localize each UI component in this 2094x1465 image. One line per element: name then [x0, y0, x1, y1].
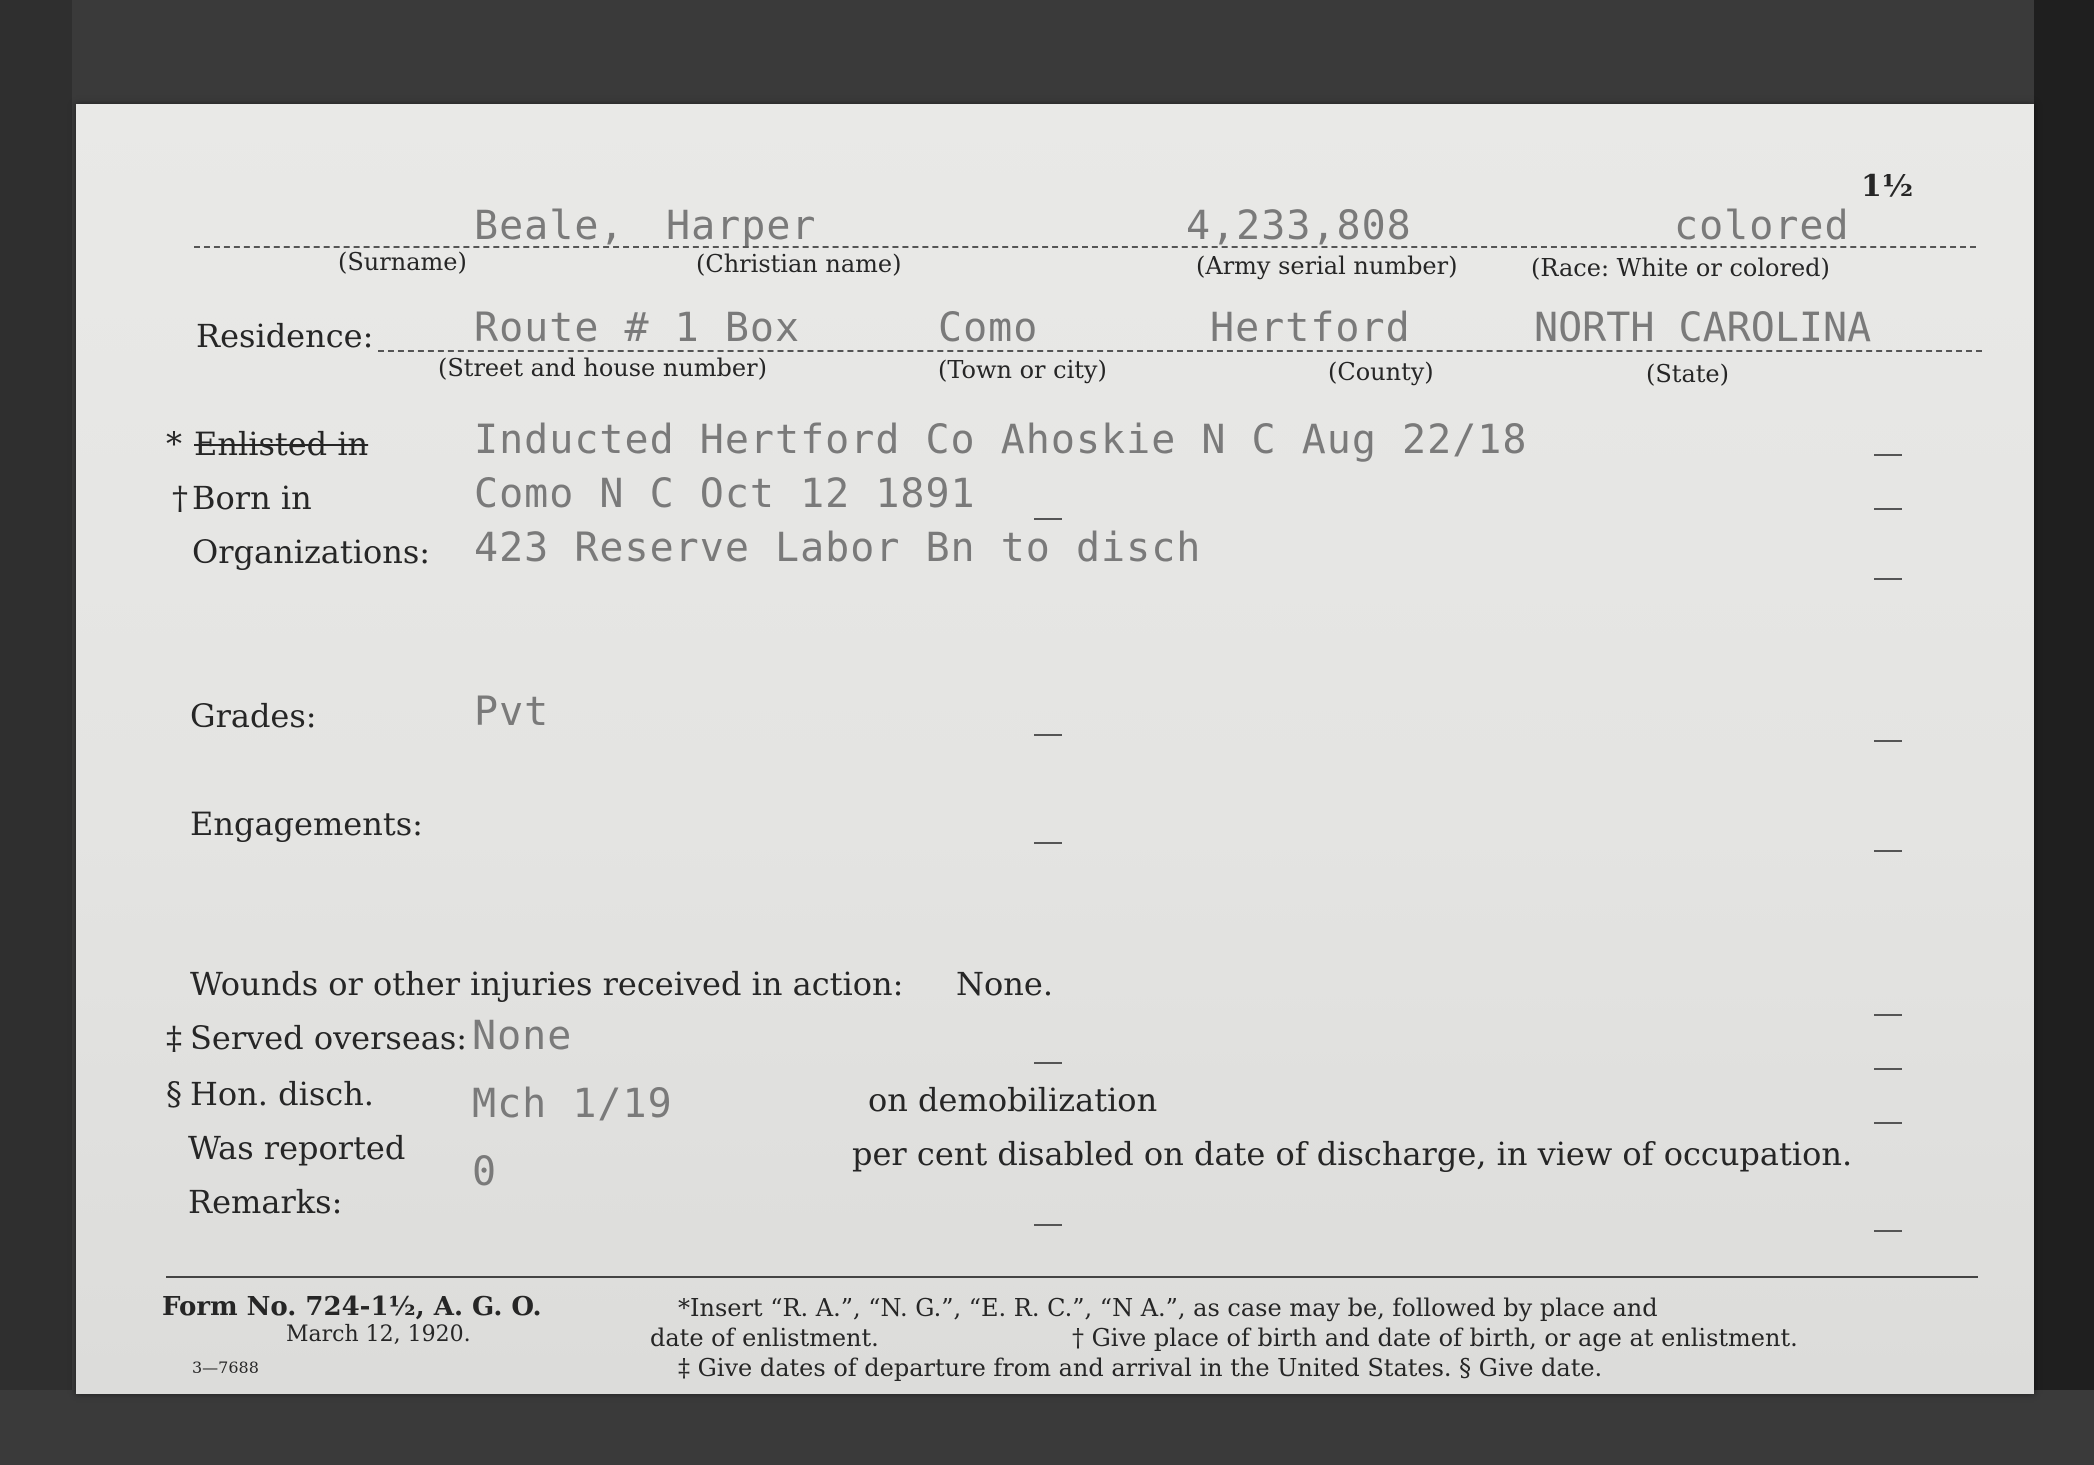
- remarks-tick: [1874, 1230, 1902, 1232]
- born-mark: †: [172, 479, 188, 517]
- hon-disch-mark: §: [166, 1075, 182, 1113]
- print-code: 3—7688: [192, 1358, 259, 1377]
- born-label: Born in: [192, 479, 312, 517]
- grades-value: Pvt: [474, 689, 550, 735]
- enlisted-mark: *: [166, 425, 182, 463]
- reported-value: 0: [472, 1149, 498, 1195]
- state-caption: (State): [1646, 360, 1729, 388]
- surname-value: Beale,: [474, 203, 625, 249]
- hon-disch-suffix: on demobilization: [868, 1081, 1158, 1119]
- scan-background-top: [0, 0, 2094, 105]
- grades-tick: [1874, 740, 1902, 742]
- street-value: Route # 1 Box: [474, 305, 801, 351]
- overseas-mark: ‡: [166, 1019, 182, 1057]
- born-value: Como N C Oct 12 1891: [474, 471, 976, 517]
- hon-disch-label: Hon. disch.: [190, 1075, 374, 1113]
- enlisted-label: Enlisted in: [194, 425, 369, 463]
- reported-label: Was reported: [188, 1129, 406, 1167]
- county-value: Hertford: [1210, 305, 1411, 351]
- christian-name-caption: (Christian name): [696, 250, 902, 278]
- footnote-enlisted: *Insert “R. A.”, “N. G.”, “E. R. C.”, “N A.”, as case may be, followed by place and: [678, 1294, 1658, 1322]
- residence-line: [378, 350, 1982, 352]
- street-caption: (Street and house number): [438, 354, 767, 382]
- remarks-tick-mid: [1034, 1224, 1062, 1226]
- form-date: March 12, 1920.: [286, 1322, 471, 1347]
- organizations-tick: [1874, 578, 1902, 580]
- wounds-value: None.: [956, 965, 1053, 1003]
- serial-number-caption: (Army serial number): [1196, 252, 1458, 280]
- hon-disch-value: Mch 1/19: [472, 1081, 673, 1127]
- overseas-tick: [1874, 1068, 1902, 1070]
- engagements-label: Engagements:: [190, 805, 423, 843]
- enlisted-value: Inducted Hertford Co Ahoskie N C Aug 22/18: [474, 417, 1528, 463]
- corner-mark: 1½: [1861, 169, 1914, 204]
- overseas-value: None: [472, 1013, 573, 1059]
- race-caption: (Race: White or colored): [1531, 254, 1830, 282]
- overseas-label: Served overseas:: [190, 1019, 468, 1057]
- wounds-label: Wounds or other injuries received in action:: [190, 965, 904, 1003]
- scan-background-bottom: [0, 1390, 2094, 1465]
- footnote-born: † Give place of birth and date of birth, or age at enlistment.: [1072, 1324, 1798, 1352]
- born-tick-mid: [1034, 518, 1062, 520]
- state-value: NORTH CAROLINA: [1534, 305, 1872, 351]
- grades-tick-mid: [1034, 734, 1062, 736]
- engagements-tick-mid: [1034, 842, 1062, 844]
- serial-number-value: 4,233,808: [1186, 203, 1412, 249]
- engagements-tick: [1874, 850, 1902, 852]
- surname-caption: (Surname): [338, 248, 467, 276]
- service-record-card: [76, 104, 2034, 1394]
- christian-name-value: Harper: [666, 203, 817, 249]
- overseas-tick-mid: [1034, 1062, 1062, 1064]
- form-number: Form No. 724-1½, A. G. O.: [162, 1292, 542, 1322]
- wounds-tick: [1874, 1014, 1902, 1016]
- footnote-enlisted-cont: date of enlistment.: [650, 1324, 879, 1352]
- race-value: colored: [1674, 203, 1850, 249]
- town-caption: (Town or city): [938, 356, 1107, 384]
- footer-rule: [166, 1276, 1978, 1278]
- county-caption: (County): [1328, 358, 1434, 386]
- residence-label: Residence:: [196, 317, 374, 355]
- hon-disch-tick: [1874, 1122, 1902, 1124]
- born-tick: [1874, 508, 1902, 510]
- reported-suffix: per cent disabled on date of discharge, in view of occupation.: [852, 1135, 1853, 1173]
- grades-label: Grades:: [190, 697, 317, 735]
- scan-background-right: [2034, 0, 2094, 1465]
- remarks-label: Remarks:: [188, 1183, 343, 1221]
- scan-background-left: [0, 0, 72, 1465]
- organizations-label: Organizations:: [192, 533, 431, 571]
- town-value: Como: [938, 305, 1039, 351]
- organizations-value: 423 Reserve Labor Bn to disch: [474, 525, 1202, 571]
- enlisted-tick: [1874, 454, 1902, 456]
- footnote-overseas: ‡ Give dates of departure from and arrival in the United States. § Give date.: [678, 1354, 1603, 1382]
